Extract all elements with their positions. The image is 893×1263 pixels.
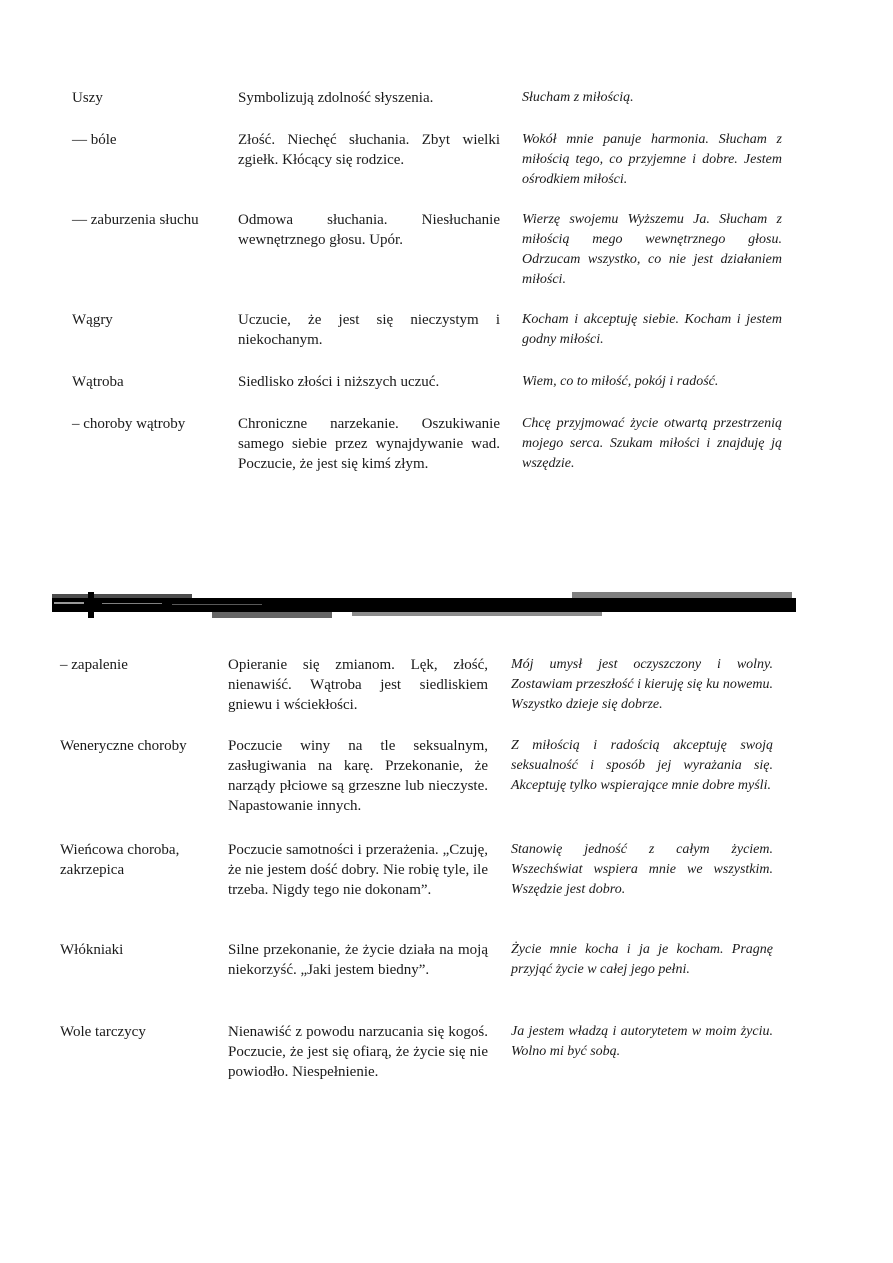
cause-cell: Poczucie samotności i przerażenia. „Czuję, że nie jestem dość dobry. Nie robię tyle, ile trzeba. Nigdy tego nie dokonam”.	[228, 842, 488, 898]
scan-artifact-band	[52, 592, 796, 622]
cause-cell: Chroniczne narzekanie. Oszukiwanie samego siebie przez wynajdywanie wad. Poczucie, że jest się kimś złym.	[238, 416, 500, 472]
cause-cell: Siedlisko złości i niższych uczuć.	[238, 374, 440, 390]
affirmation-cell: Kocham i akceptuję siebie. Kocham i jestem godny miłości.	[522, 312, 782, 347]
affirmation-cell: Wokół mnie panuje harmonia. Słucham z miłością tego, co przyjemne i dobre. Jestem ośrodkiem miłości.	[522, 132, 782, 187]
affirmation-cell: Wiem, co to miłość, pokój i radość.	[522, 374, 719, 389]
term-cell: Weneryczne choroby	[60, 738, 187, 754]
term-cell: Wągry	[72, 312, 113, 328]
cause-cell: Symbolizują zdolność słyszenia.	[238, 90, 434, 106]
affirmation-cell: Z miłością i radością akceptuję swoją seksualność i sposób jej wyrażania się. Akceptuję tylko wspierające mnie dobre myśli.	[511, 738, 773, 793]
cause-cell: Poczucie winy na tle seksualnym, zasługiwania na karę. Przekonanie, że narządy płciowe są grzeszne lub nieczyste. Napastowanie innych.	[228, 738, 488, 814]
cause-cell: Odmowa słuchania. Niesłuchanie wewnętrznego głosu. Upór.	[238, 212, 500, 248]
term-cell: Wole tarczycy	[60, 1024, 146, 1040]
term-cell: Włókniaki	[60, 942, 124, 958]
cause-cell: Złość. Niechęć słuchania. Zbyt wielki zgiełk. Kłócący się rodzice.	[238, 132, 500, 168]
cause-cell: Nienawiść z powodu narzucania się kogoś. Poczucie, że jest się ofiarą, że życie się nie powiodło. Niespełnienie.	[228, 1024, 488, 1080]
term-cell: — bóle	[72, 132, 117, 148]
term-cell: Wątroba	[72, 374, 124, 390]
term-cell: – zapalenie	[60, 657, 128, 673]
cause-cell: Silne przekonanie, że życie działa na moją niekorzyść. „Jaki jestem biedny”.	[228, 942, 488, 978]
affirmation-cell: Mój umysł jest oczyszczony i wolny. Zostawiam przeszłość i kieruję się ku nowemu. Wszystko dzieje się dobrze.	[511, 657, 773, 712]
affirmation-cell: Stanowię jedność z całym życiem. Wszechświat wspiera mnie we wszystkim. Wszędzie jest dobro.	[511, 842, 773, 897]
affirmation-cell: Życie mnie kocha i ja je kocham. Pragnę przyjąć życie w całej jego pełni.	[511, 942, 773, 977]
term-cell: — zaburzenia słuchu	[72, 212, 199, 228]
cause-cell: Opieranie się zmianom. Lęk, złość, nienawiść. Wątroba jest siedliskiem gniewu i wściekłości.	[228, 657, 488, 713]
cause-cell: Uczucie, że jest się nieczystym i niekochanym.	[238, 312, 500, 348]
affirmation-cell: Ja jestem władzą i autorytetem w moim życiu. Wolno mi być sobą.	[511, 1024, 773, 1059]
affirmation-cell: Chcę przyjmować życie otwartą przestrzenią mojego serca. Szukam miłości i znajduję ją wszędzie.	[522, 416, 782, 471]
term-cell: Uszy	[72, 90, 103, 106]
affirmation-cell: Wierzę swojemu Wyższemu Ja. Słucham z miłością mego wewnętrznego głosu. Odrzucam wszystko, co nie jest działaniem miłości.	[522, 212, 782, 287]
term-cell: Wieńcowa choroba, zakrzepica	[60, 842, 180, 878]
term-cell: – choroby wątroby	[72, 416, 186, 432]
affirmation-cell: Słucham z miłością.	[522, 90, 634, 105]
